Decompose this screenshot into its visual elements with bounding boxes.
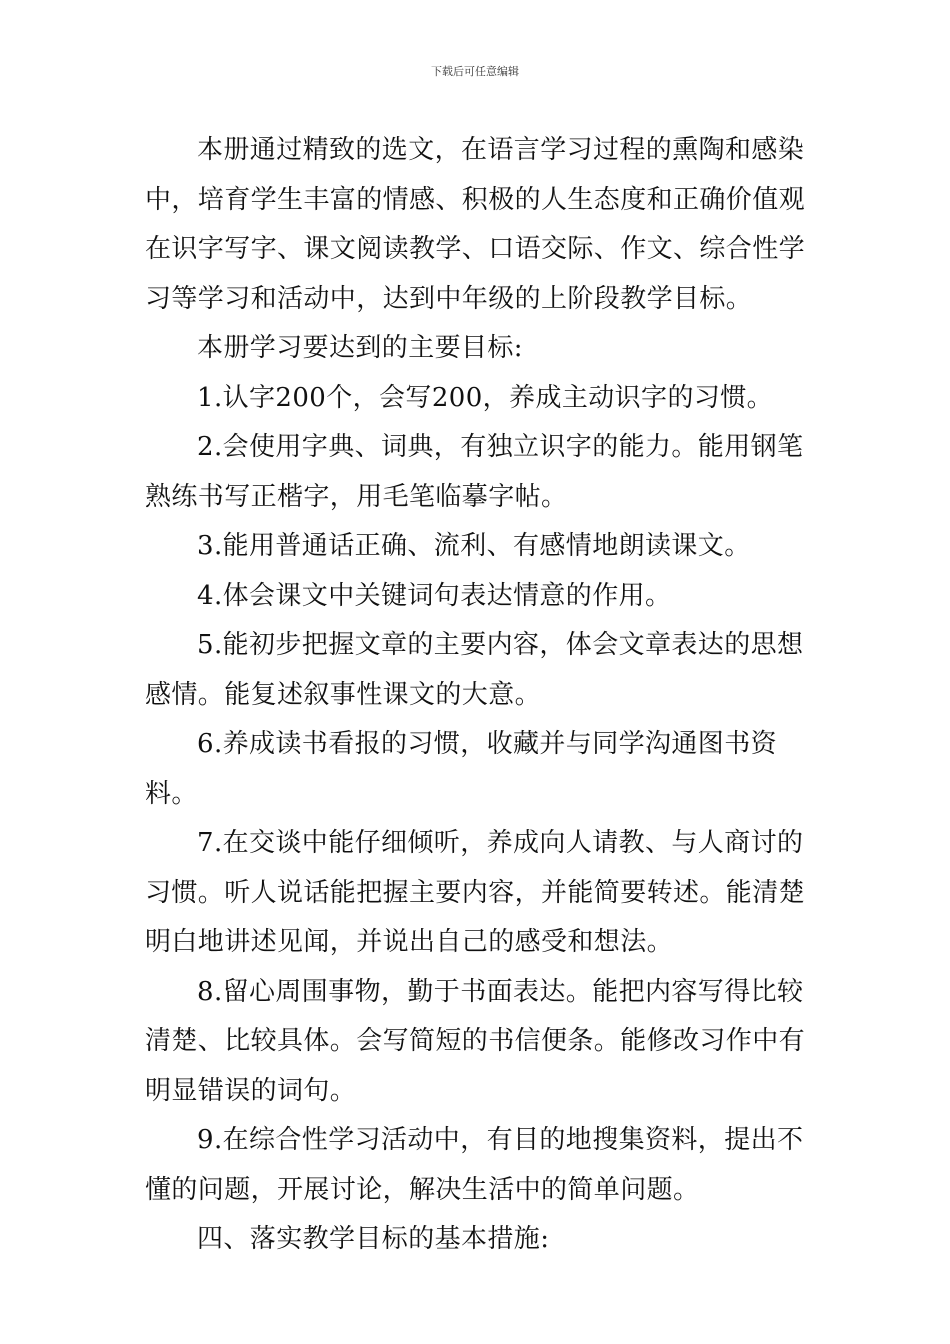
paragraph-goal-1: 1.认字200个，会写200，养成主动识字的习惯。 [197,382,774,413]
paragraph-goal-9: 9.在综合性学习活动中，有目的地搜集资料，提出不懂的问题，开展讨论，解决生活中的简单问题。 [145,1125,804,1205]
paragraph-goal-8: 8.留心周围事物，勤于书面表达。能把内容写得比较清楚、比较具体。会写简短的书信便条。能修改习作中有明显错误的词句。 [145,976,806,1106]
section-heading-measures: 四、落实教学目标的基本措施: [197,1224,550,1254]
paragraph-goal-3: 3.能用普通话正确、流利、有感情地朗读课文。 [197,531,751,561]
paragraph-goals-heading: 本册学习要达到的主要目标: [197,333,523,363]
document-body [145,126,809,1265]
paragraph-intro: 本册通过精致的选文，在语言学习过程的熏陶和感染中，培育学生丰富的情感、积极的人生态度和正确价值观在识字写字、课文阅读教学、口语交际、作文、综合性学习等学习和活动中，达到中年级的上阶段教学目标。 [145,135,806,314]
paragraph-goal-6: 6.养成读书看报的习惯，收藏并与同学沟通图书资料。 [145,729,778,809]
page-header-note: 下载后可任意编辑 [431,65,519,78]
paragraph-goal-7: 7.在交谈中能仔细倾听，养成向人请教、与人商讨的习惯。听人说话能把握主要内容，并能简要转述。能清楚明白地讲述见闻，并说出自己的感受和想法。 [145,828,806,957]
paragraph-goal-4: 4.体会课文中关键词句表达情意的作用。 [197,580,672,611]
paragraph-goal-2: 2.会使用字典、词典，有独立识字的能力。能用钢笔熟练书写正楷字，用毛笔临摹字帖。 [145,432,804,512]
paragraph-goal-5: 5.能初步把握文章的主要内容，体会文章表达的思想感情。能复述叙事性课文的大意。 [145,630,804,710]
